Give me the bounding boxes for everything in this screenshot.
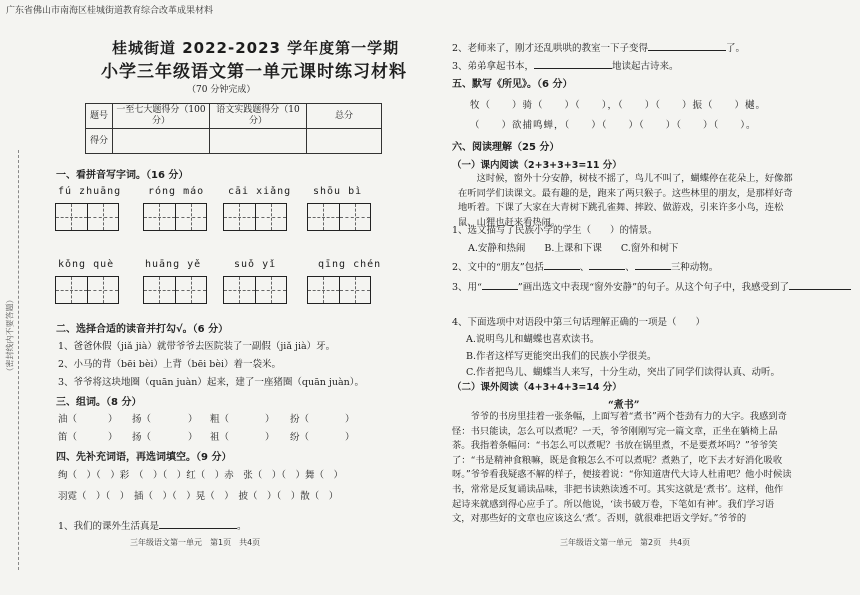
q4-title: 四、先补充词语，再选词填空。（9 分） bbox=[56, 452, 232, 463]
q3-title: 三、组词。（8 分） bbox=[56, 397, 142, 408]
q1-pinyin-4: shōu bì bbox=[313, 186, 363, 197]
q4-sentence-3-text: 3、弟弟拿起书本， bbox=[452, 61, 535, 72]
footer-page-1: 三年级语文第一单元 第1页 共4页 bbox=[130, 538, 261, 547]
q4-row2: 羽霓（ ）（ ） 插（ ）（ ）晃（ ） 披（ ）（ ）散（ ） bbox=[58, 491, 339, 502]
q6-item-2-tail: 三种动物。 bbox=[670, 262, 719, 273]
score-header-part1: 一至七大题得分（100 分） bbox=[113, 104, 210, 129]
q6-item-2-text: 2、文中的“朋友”包括 bbox=[452, 262, 544, 273]
writing-grid[interactable] bbox=[307, 203, 371, 231]
q4-sentence-2-text: 2、老师来了，刚才还乱哄哄的教室一下子变得 bbox=[452, 43, 649, 54]
fill-blank[interactable] bbox=[159, 518, 237, 529]
writing-grid[interactable] bbox=[55, 203, 119, 231]
writing-grid[interactable] bbox=[143, 203, 207, 231]
q5-row2: （ ）欲捕鸣蝉，（ ）（ ）（ ）（ ）（ ）。 bbox=[470, 120, 757, 131]
story-title: “煮书” bbox=[608, 400, 640, 411]
score-cell-part1[interactable] bbox=[113, 129, 210, 154]
q1-pinyin-7: suǒ yǐ bbox=[234, 259, 277, 270]
q2-line2: 2、小马的背（bēi bèi）上背（bēi bèi）着一袋米。 bbox=[58, 359, 282, 370]
fill-blank[interactable] bbox=[534, 58, 612, 69]
q6-passage-1: 这时候，窗外十分安静，树枝不摇了，鸟儿不叫了，蝴蝶停在花朵上，好像都在听同学们读课文。最有趣的是，跑来了两只猴子。这些林里的朋友，是那样好奇地听着。下课了大家在大青树下跳孔雀舞、摔跤、做游戏，引来许多小鸟，连松鼠、山狸也赶来看热闹。 bbox=[458, 173, 793, 228]
q2-title: 二、选择合适的读音并打勾√。（6 分） bbox=[56, 324, 229, 335]
q1-pinyin-5: kǒng què bbox=[58, 259, 115, 270]
q6-item-3-text: 3、用“ bbox=[452, 282, 482, 293]
q6-item-4: 4、下面选项中对语段中第三句话理解正确的一项是（ ） bbox=[452, 317, 706, 328]
time-note: （70 分钟完成） bbox=[187, 85, 256, 95]
fill-blank[interactable] bbox=[482, 279, 518, 290]
q6-sub1: （一）课内阅读（2+3+3+3=11 分） bbox=[452, 160, 622, 171]
writing-grid[interactable] bbox=[223, 276, 287, 304]
q3-word-2: 扬（ bbox=[132, 414, 152, 425]
score-header-total: 总分 bbox=[307, 104, 382, 129]
q3-word-1: 油（ bbox=[58, 414, 78, 425]
score-header-part2: 语文实践题得分（10 分） bbox=[210, 104, 307, 129]
writing-grid[interactable] bbox=[143, 276, 207, 304]
q6-passage-2: 爷爷的书房里挂着一张条幅，上面写着“煮书”两个苍劲有力的大字。我感到奇怪：书只能读，怎么可以煮呢？一天，爷爷刚刚写完一篇文章，正坐在躺椅上品茶。我指着条幅问：“书怎么可以煮呢？书放在锅里煮，不是要煮坏吗？”爷爷笑了：“书是精神食粮嘛，既是食粮怎么不可以煮呢？煮熟了，吃下去才好消化吸收呀。”爷爷看我疑惑不解的样子，便接着说：“你知道唐代大诗人杜甫吧？他小时候读书，常常是反复诵读品味，非把书读熟读透不可。其实这就是‘煮书’。这样，他作起诗来就感到得心应手了。所以他说，‘读书破万卷，下笔如有神’。我们学习语文，对那些好的文章也应该这么‘煮’。否则，就很难把语文学好。”爷爷的 bbox=[452, 411, 792, 525]
q3-close-2: ） bbox=[188, 414, 198, 425]
q6-title: 六、阅读理解（25 分） bbox=[452, 142, 560, 153]
fill-blank[interactable] bbox=[789, 279, 851, 290]
q3-close-6: ） bbox=[188, 432, 198, 443]
fill-blank[interactable] bbox=[635, 259, 671, 270]
q3-word-4: 扮（ bbox=[290, 414, 310, 425]
q1-pinyin-2: róng máo bbox=[148, 186, 205, 197]
margin-seal-note: （密封线内不要答题） bbox=[5, 295, 15, 376]
q4-sentence-3 bbox=[452, 58, 679, 72]
q3-word-5: 笛（ bbox=[58, 432, 78, 443]
q6-item-3 bbox=[452, 279, 851, 293]
q4-sentence-2: 2、老师来了，刚才还乱哄哄的教室一下子变得 了。 bbox=[452, 40, 745, 54]
q6-item-1-options: A.安静和热闹 B.上课和下课 C.窗外和树下 bbox=[468, 243, 679, 254]
title-line2: 小学三年级语文第一单元课时练习材料 bbox=[101, 62, 407, 82]
header-note: 广东省佛山市南海区桂城街道教育综合改革成果材料 bbox=[6, 6, 214, 16]
score-cell-total[interactable] bbox=[307, 129, 382, 154]
footer-page-2: 三年级语文第一单元 第2页 共4页 bbox=[560, 538, 691, 547]
q6-item-1: 1、选文描写了民族小学的学生（ ）的情景。 bbox=[452, 225, 658, 236]
q1-pinyin-6: huāng yě bbox=[145, 259, 202, 270]
q1-title: 一、看拼音写字词。（16 分） bbox=[56, 170, 189, 181]
writing-grid[interactable] bbox=[307, 276, 371, 304]
q1-pinyin-3: cāi xiǎng bbox=[228, 186, 292, 197]
q5-title: 五、默写《所见》。（6 分） bbox=[452, 79, 573, 90]
fill-blank[interactable] bbox=[648, 40, 726, 51]
q6-item-4-c: C.作者把鸟儿、蝴蝶当人来写，十分生动，突出了同学们读得认真、动听。 bbox=[466, 367, 780, 378]
q4-row1: 绚（ ）（ ）彩 （ ）（ ）红（ ）赤 张（ ）（ ）舞（ ） bbox=[58, 470, 344, 481]
q3-close-7: ） bbox=[265, 432, 275, 443]
score-table bbox=[85, 103, 382, 154]
q3-close-1: ） bbox=[108, 414, 118, 425]
seal-line bbox=[18, 150, 19, 570]
q6-item-4-b: B.作者这样写更能突出我们的民族小学很美。 bbox=[466, 351, 657, 362]
writing-grid[interactable] bbox=[223, 203, 287, 231]
q2-line1: 1、爸爸休假（jiǎ jià）就带爷爷去医院装了一副假（jiǎ jià）牙。 bbox=[58, 341, 336, 352]
fill-blank[interactable] bbox=[544, 259, 580, 270]
score-cell-part2[interactable] bbox=[210, 129, 307, 154]
q1-pinyin-1: fú zhuāng bbox=[58, 186, 122, 197]
q3-word-8: 纷（ bbox=[290, 432, 310, 443]
q4-sentence-1-text: 1、我们的课外生活真是 bbox=[58, 521, 160, 532]
q3-close-8: ） bbox=[345, 432, 355, 443]
q3-word-6: 扬（ bbox=[132, 432, 152, 443]
q5-row1: 牧（ ）骑（ ）（ ），（ ）（ ）振（ ）樾。 bbox=[470, 100, 767, 111]
score-row-label: 得分 bbox=[86, 129, 113, 154]
q4-sentence-3-tail: 地读起古诗来。 bbox=[612, 61, 679, 72]
q6-item-3-tail: ”画出选文中表现“窗外安静”的句子。从这个句子中，我感受到了 bbox=[517, 282, 789, 293]
score-header-no: 题号 bbox=[86, 104, 113, 129]
q2-line3: 3、爷爷将这块地圈（quān juàn）起来，建了一座猪圈（quān juàn）。 bbox=[58, 377, 364, 388]
title-line1: 桂城街道 2022-2023 学年度第一学期 bbox=[112, 39, 400, 57]
writing-grid[interactable] bbox=[55, 276, 119, 304]
q4-sentence-1: 1、我们的课外生活真是 。 bbox=[58, 518, 247, 532]
q1-pinyin-8: qīng chén bbox=[318, 259, 382, 270]
q3-word-7: 祖（ bbox=[210, 432, 230, 443]
q6-item-2: 2、文中的“朋友”包括 、 、 三种动物。 bbox=[452, 259, 718, 273]
q6-item-4-a: A.说明鸟儿和蝴蝶也喜欢读书。 bbox=[466, 334, 600, 345]
fill-blank[interactable] bbox=[589, 259, 625, 270]
q3-close-5: ） bbox=[108, 432, 118, 443]
q3-close-3: ） bbox=[265, 414, 275, 425]
q6-sub2: （二）课外阅读（4+3+4+3=14 分） bbox=[452, 382, 622, 393]
q3-word-3: 粗（ bbox=[210, 414, 230, 425]
q3-close-4: ） bbox=[345, 414, 355, 425]
